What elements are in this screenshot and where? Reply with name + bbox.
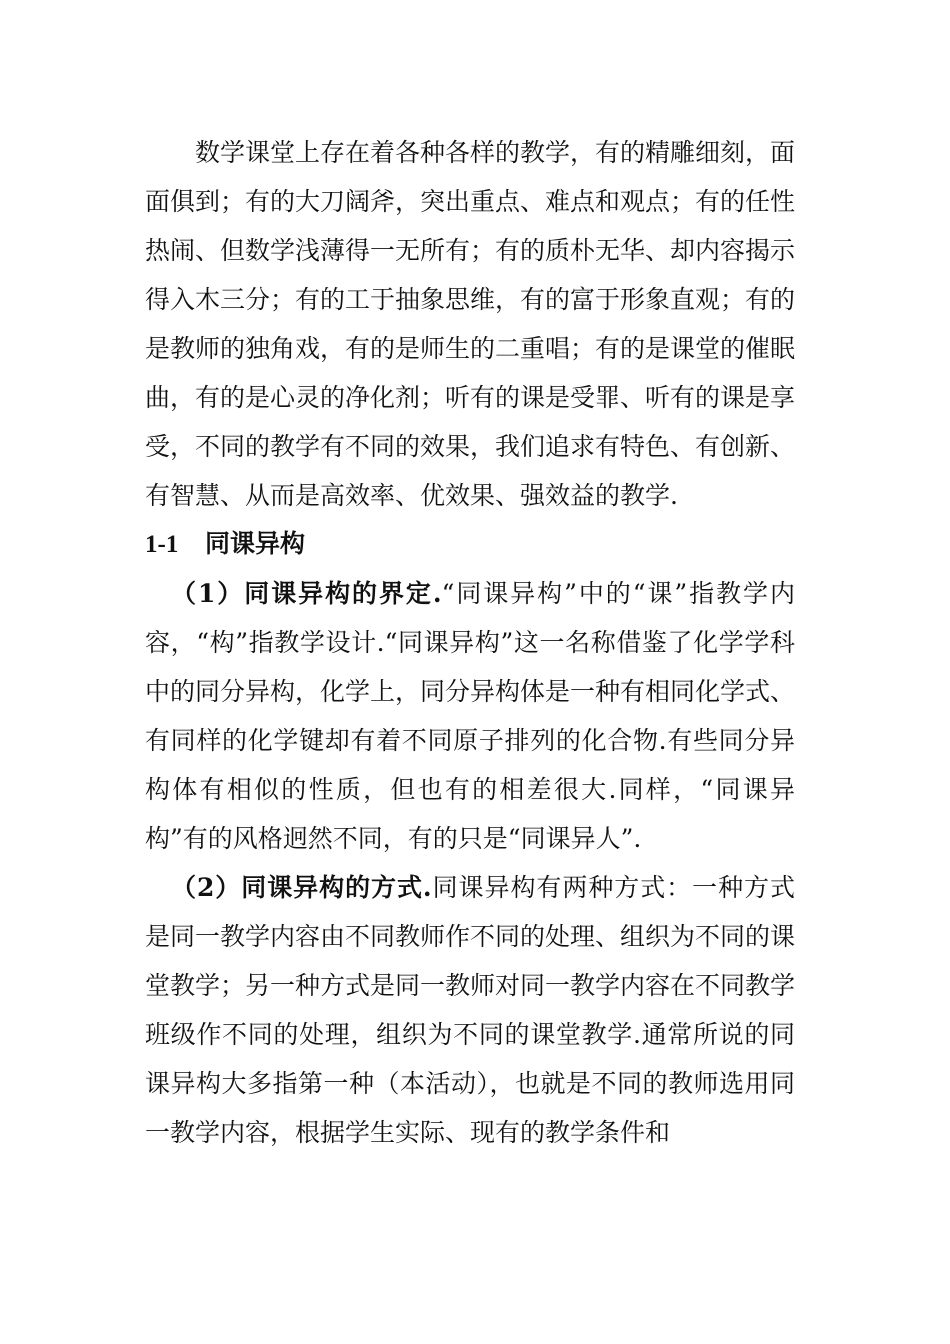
document-body xyxy=(145,128,795,1157)
section-title: 同课异构 xyxy=(205,531,306,558)
point-text-1: “同课异构”中的“课”指教学内容，“构”指教学设计.“同课异构”这一名称借鉴了化学学科中的同分异构，化学上，同分异构体是一种有相同化学式、有同样的化学键却有着不同原子排列的化合物.有些同分异构体有相似的性质，但也有的相差很大.同样，“同课异构”有的风格迥然不同，有的只是“同课异人”. xyxy=(145,579,796,853)
intro-paragraph: 数学课堂上存在着各种各样的教学，有的精雕细刻，面面俱到；有的大刀阔斧，突出重点、难点和观点；有的任性热闹、但数学浅薄得一无所有；有的质朴无华、却内容揭示得入木三分；有的工于抽象思维，有的富于形象直观；有的是教师的独角戏，有的是师生的二重唱；有的是课堂的催眠曲，有的是心灵的净化剂；听有的课是受罪、听有的课是享受，不同的教学有不同的效果，我们追求有特色、有创新、有智慧、从而是高效率、优效果、强效益的教学. xyxy=(145,138,796,510)
point-lead-1: （1）同课异构的界定. xyxy=(171,579,442,608)
section-number: 1-1 xyxy=(145,531,179,558)
point-text-2: 同课异构有两种方式：一种方式是同一教学内容由不同教师作不同的处理、组织为不同的课堂教学；另一种方式是同一教师对同一教学内容在不同教学班级作不同的处理，组织为不同的课堂教学.通常所说的同课异构大多指第一种（本活动），也就是不同的教师选用同一教学内容，根据学生实际、现有的教学条件和 xyxy=(145,873,796,1147)
point-paragraph-1 xyxy=(145,569,795,863)
point-lead-2: （2）同课异构的方式. xyxy=(171,873,432,902)
point-paragraph-2 xyxy=(145,863,795,1157)
section-heading xyxy=(145,520,795,569)
